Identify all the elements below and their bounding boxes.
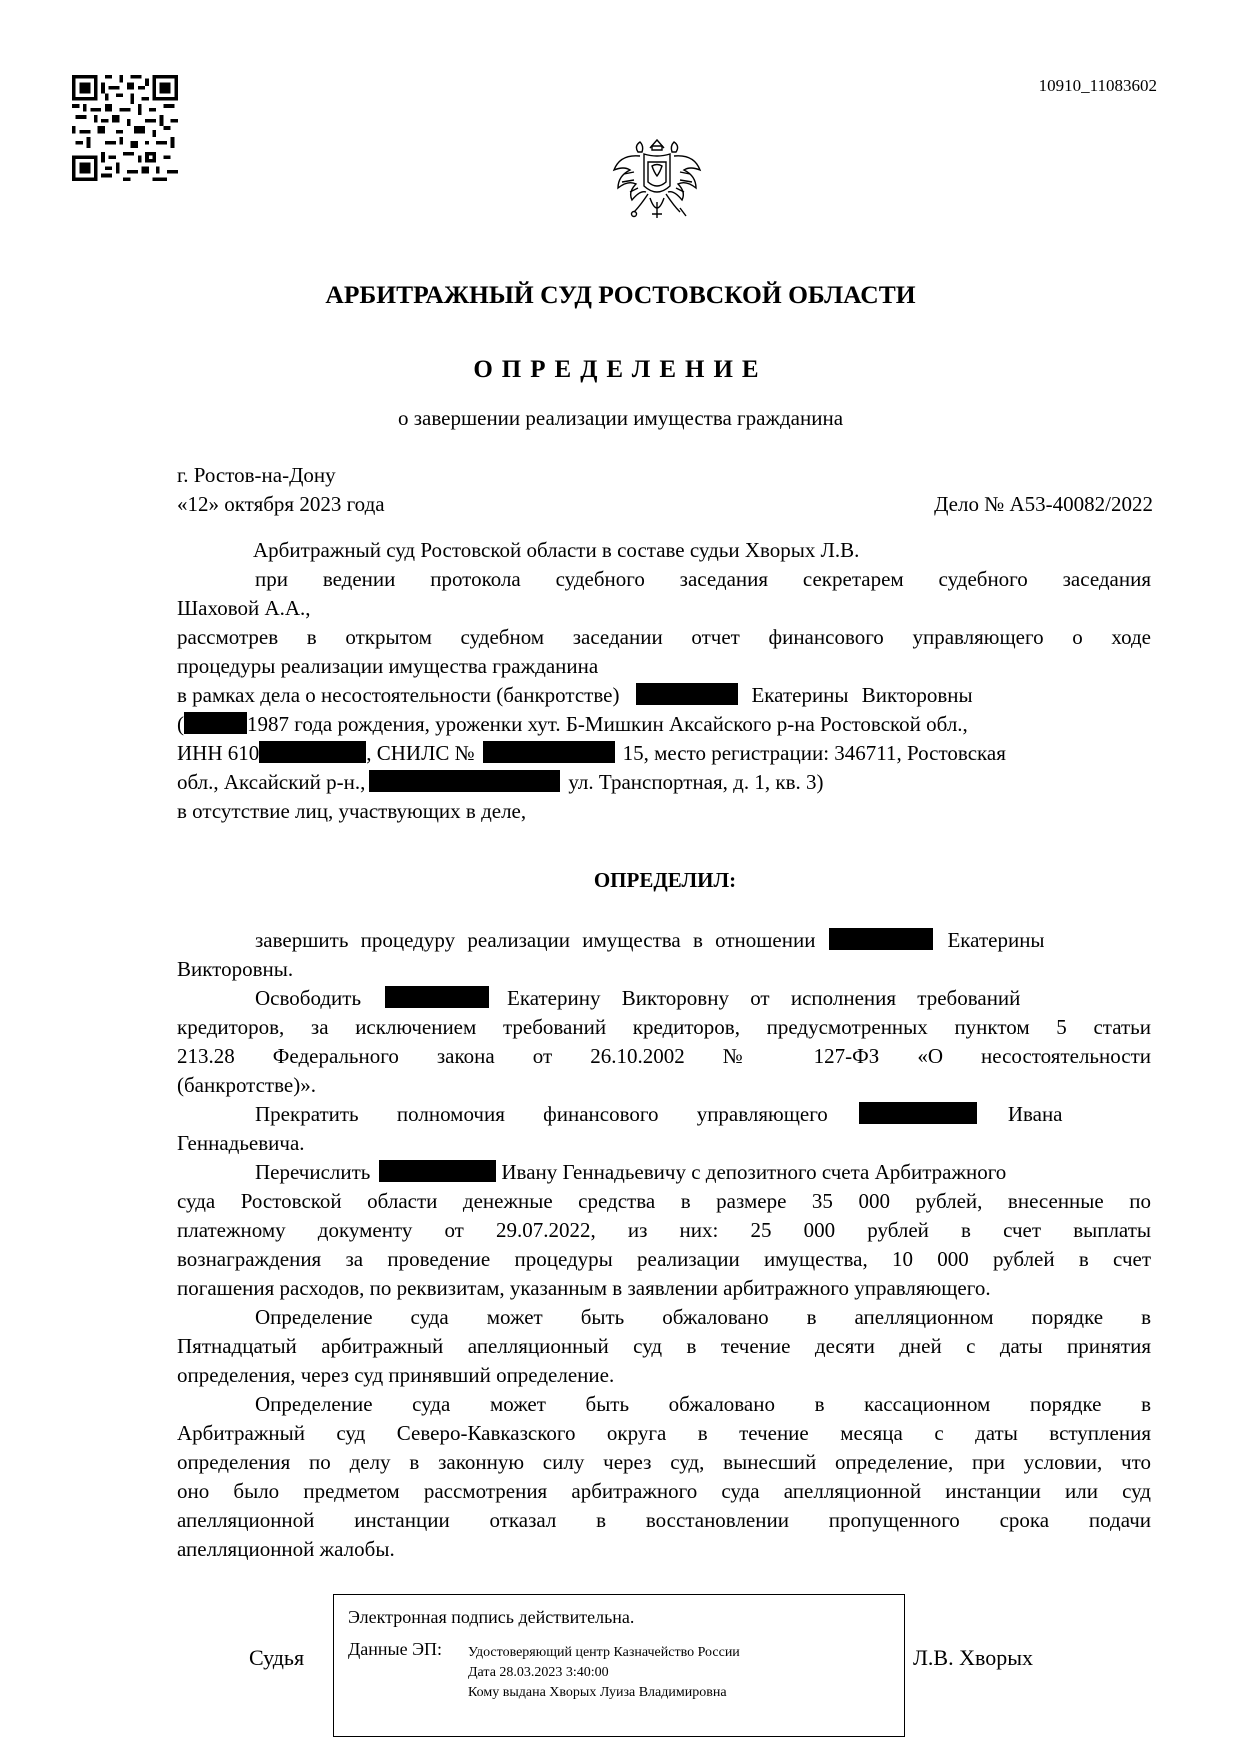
decision-line: платежному документу от 29.07.2022, из них: 25 000 рублей в счет выплаты [177,1218,1151,1242]
signature-details [468,1643,740,1703]
signature-issued-to: Кому выдана Хворых Луиза Владимировна [468,1685,727,1700]
judge-label: Судья [249,1645,305,1670]
document-date: «12» октября 2023 года [177,492,385,516]
case-number: Дело № А53-40082/2022 [934,492,1153,516]
decided-heading: ОПРЕДЕЛИЛ: [593,868,737,892]
text-part: Ивану Геннадьевичу с депозитного счета Арбитражного [501,1160,1007,1184]
signature-center: Удостоверяющий центр Казначейство России [468,1645,740,1660]
text-part: Освободить [255,986,362,1010]
decision-line [177,984,1151,1013]
decision-line: оно было предметом рассмотрения арбитражного суда апелляционной инстанции или суд [177,1479,1151,1503]
text-part: Прекратить полномочия финансового управляющего [255,1102,828,1126]
decision-line [177,1100,1151,1129]
text-part: ул. Транспортная, д. 1, кв. 3) [568,770,824,794]
redaction-block [369,770,560,792]
document-id: 10910_11083602 [1038,76,1157,95]
redaction-block [184,712,247,734]
decision-line [177,1158,1151,1187]
judge-name: Л.В. Хворых [913,1645,1034,1670]
document-subtitle: о завершении реализации имущества гражданина [397,406,844,430]
intro-line: при ведении протокола судебного заседания секретарем судебного заседания [255,567,1151,591]
signature-valid-text: Электронная подпись действительна. [348,1607,635,1627]
decision-line: погашения расходов, по реквизитам, указанным в заявлении арбитражного управляющего. [177,1276,991,1300]
text-part: Екатерину Викторовну от исполнения требований [507,986,1021,1010]
intro-line [177,739,1151,768]
text-part: ( [177,712,184,736]
coat-of-arms-emblem [610,136,704,222]
redaction-block [859,1102,977,1124]
intro-line: Арбитражный суд Ростовской области в составе судьи Хворых Л.В. [253,538,860,562]
decision-line [177,926,1151,955]
intro-line [177,710,1151,739]
text-part: обл., Аксайский р-н., [177,770,366,794]
decision-line: апелляционной жалобы. [177,1537,395,1561]
text-part: Екатерины [947,928,1045,952]
qr-code [72,75,178,181]
intro-line [177,768,1151,797]
intro-section [177,536,1151,826]
document-type-title: ОПРЕДЕЛЕНИЕ [473,356,768,383]
decision-line: суда Ростовской области денежные средства в размере 35 000 рублей, внесенные по [177,1189,1151,1213]
intro-line [177,681,1151,710]
decision-section [177,926,1151,1564]
text-part: Перечислить [255,1160,371,1184]
court-name: АРБИТРАЖНЫЙ СУД РОСТОВСКОЙ ОБЛАСТИ [325,280,916,309]
city: г. Ростов-на-Дону [177,463,336,487]
intro-line: рассмотрев в открытом судебном заседании отчет финансового управляющего о ходе [177,625,1151,649]
text-part: 1987 года рождения, уроженки хут. Б-Мишкин Аксайского р-на Ростовской обл., [247,712,968,736]
decision-line: Определение суда может быть обжаловано в апелляционном порядке в [255,1305,1151,1329]
decision-line: вознаграждения за проведение процедуры реализации имущества, 10 000 рублей в счет [177,1247,1151,1271]
text-part: завершить процедуру реализации имущества в отношении [255,928,816,952]
text-part: , СНИЛС № [366,741,475,765]
text-part: Ивана [1007,1102,1063,1126]
redaction-block [829,928,933,950]
intro-line: в отсутствие лиц, участвующих в деле, [177,799,527,823]
text-part: ИНН 610 [177,741,260,765]
text-part: Екатерины Викторовны [751,683,973,707]
decision-line: Арбитражный суд Северо-Кавказского округа в течение месяца с даты вступления [177,1421,1151,1445]
redaction-block [259,741,366,763]
electronic-signature-stamp [333,1594,905,1737]
decision-line: кредиторов, за исключением требований кредиторов, предусмотренных пунктом 5 статьи [177,1015,1151,1039]
decision-line: апелляционной инстанции отказал в восстановлении пропущенного срока подачи [177,1508,1151,1532]
decision-line: определения, через суд принявший определение. [177,1363,615,1387]
intro-line: процедуры реализации имущества гражданина [177,654,599,678]
redaction-block [379,1160,496,1182]
text-part: в рамках дела о несостоятельности (банкротстве) [177,683,620,707]
redaction-block [483,741,615,763]
redaction-block [636,683,738,705]
decision-line: Определение суда может быть обжаловано в кассационном порядке в [255,1392,1151,1416]
decision-line: Викторовны. [177,957,294,981]
decision-line: (банкротстве)». [177,1073,316,1097]
signature-date: Дата 28.03.2023 3:40:00 [468,1665,609,1680]
signature-data-label: Данные ЭП: [348,1639,442,1659]
intro-line: Шаховой А.А., [177,596,311,620]
decision-line: Геннадьевича. [177,1131,305,1155]
decision-line: определения по делу в законную силу через суд, вынесший определение, при условии, что [177,1450,1151,1474]
decision-line: Пятнадцатый арбитражный апелляционный суд в течение десяти дней с даты принятия [177,1334,1151,1358]
redaction-block [385,986,489,1008]
text-part: 15, место регистрации: 346711, Ростовская [622,741,1006,765]
decision-line: 213.28 Федерального закона от 26.10.2002 № 127-ФЗ «О несостоятельности [177,1044,1151,1068]
